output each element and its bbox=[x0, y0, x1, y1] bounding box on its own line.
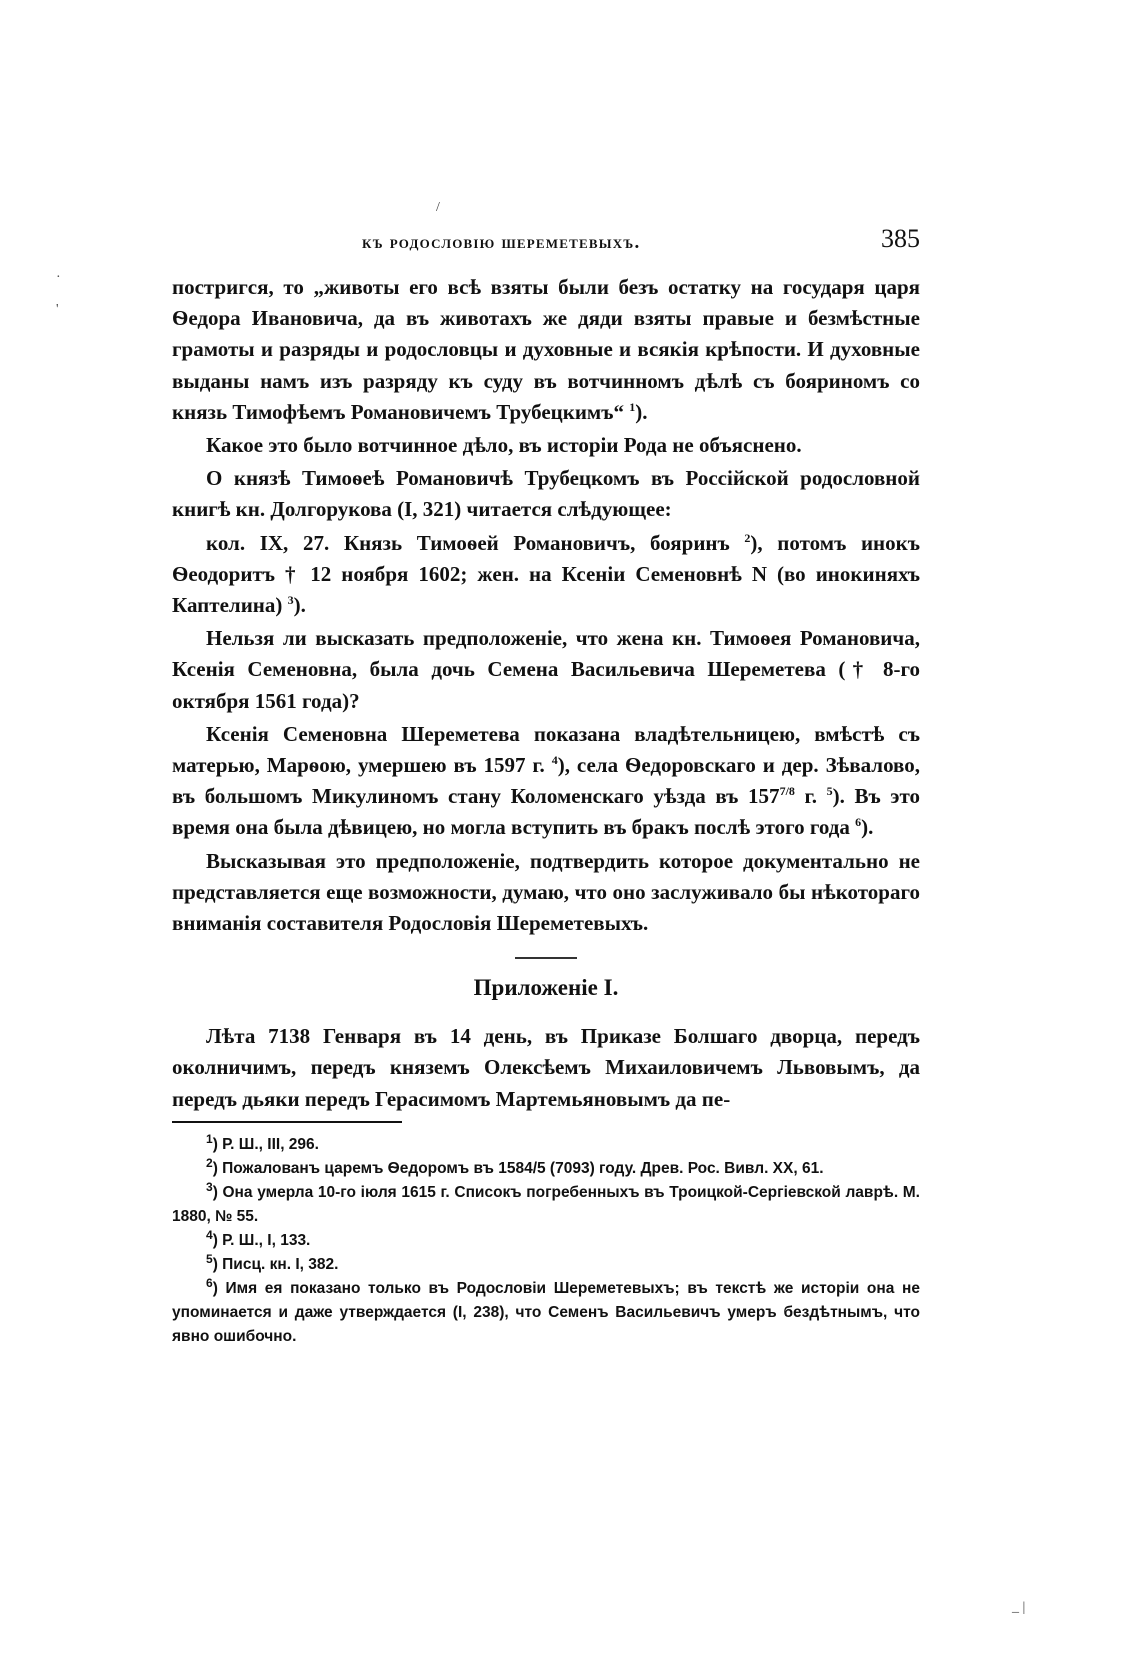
footnote: $^6$) Имя ея показано только въ Родословіи Шереметевыхъ; въ текстѣ же исторіи она не упоминается и даже утверждается (I, 238), что Семенъ Васильевичъ умеръ бездѣтнымъ, что явно ошибочно. bbox=[172, 1275, 920, 1345]
footnote-ref: 2 bbox=[744, 530, 751, 545]
footnotes bbox=[172, 1133, 920, 1349]
footnote: $^2$) Пожалованъ царемъ Ѳедоромъ въ 1584/5 (7093) году. Древ. Рос. Вивл. XX, 61. bbox=[206, 1155, 824, 1177]
footnote: $^5$) Писц. кн. I, 382. bbox=[206, 1251, 339, 1273]
appendix-text bbox=[172, 1021, 920, 1115]
footnote: $^3$) Она умерла 10-го іюля 1615 г. Списокъ погребенныхъ въ Троицкой-Сергіевской лаврѣ. М. 1880, № 55. bbox=[172, 1179, 920, 1225]
margin-mark: _ | bbox=[1012, 1600, 1026, 1615]
paragraph: Какое это было вотчинное дѣло, въ исторіи Рода не объяснено. bbox=[206, 433, 802, 458]
footnote: $^4$) Р. Ш., I, 133. bbox=[206, 1227, 311, 1249]
paragraph: Высказывая это предположеніе, подтвердить которое документально не представляется еще возможности, думаю, что оно заслуживало бы нѣкотораго вниманія составителя Родословія Шереметевыхъ. bbox=[172, 848, 920, 936]
footnote-ref: 1 bbox=[629, 399, 636, 414]
running-head: къ родословію шереметевыхъ. bbox=[362, 232, 641, 253]
footnote-ref: 5 bbox=[826, 784, 833, 799]
paragraph: постригся, то „животы его всѣ взяты были безъ остатку на государя царя Ѳедора Ивановича, да въ животахъ же дяди взяты правые и безмѣстные грамоты и разряды и родословцы и духовные и всякія крѣпости. И духовные выданы намъ изъ разряду къ суду въ вотчинномъ дѣлѣ съ бояриномъ со князь Тимофѣемъ Романовичемъ Трубецкимъ“ $^1$). bbox=[172, 275, 920, 424]
paragraph: Лѣта 7138 Генваря въ 14 день, въ Приказе Болшаго дворца, передъ околничимъ, передъ княземъ Олексѣемъ Михаиловичемъ Львовымъ, да передъ дьяки передъ Герасимомъ Мартемьяновымъ да пе- bbox=[172, 1024, 920, 1111]
paragraph: кол. IX, 27. Князь Тимоѳей Романовичъ, бояринъ $^2$), потомъ инокъ Ѳеодоритъ † 12 ноября 1602; жен. на Ксеніи Семеновнѣ N (во инокиняхъ Каптелина) $^3$). bbox=[172, 530, 921, 618]
footnote: $^1$) Р. Ш., III, 296. bbox=[206, 1131, 319, 1153]
page-header bbox=[172, 224, 920, 272]
body-text bbox=[172, 272, 920, 939]
footnote-ref: 3 bbox=[287, 593, 294, 608]
footnote-ref: 6 bbox=[855, 815, 862, 830]
margin-mark: ' bbox=[56, 302, 59, 317]
footnote-ref: 4 bbox=[551, 753, 558, 768]
footnote-rule bbox=[172, 1121, 402, 1123]
section-title: Приложеніе I. bbox=[473, 975, 619, 1001]
page bbox=[172, 224, 921, 1349]
fraction: 7/8 bbox=[779, 784, 795, 799]
section-divider bbox=[515, 957, 577, 959]
page-number: 385 bbox=[881, 224, 920, 253]
paragraph: Ксенія Семеновна Шереметева показана владѣтельницею, вмѣстѣ съ матерью, Марѳою, умершею въ 1597 г. $^4$), села Ѳедоровскаго и дер. Зѣвалово, въ большомъ Микулиномъ стану Коломенскаго уѣзда въ $157^{7/8}$ г. $^5$). Въ это время она была дѣвицею, но могла вступить въ бракъ послѣ этого года $^6$). bbox=[172, 721, 920, 840]
margin-mark: · bbox=[56, 270, 61, 285]
paragraph: О князѣ Тимоѳеѣ Романовичѣ Трубецкомъ въ Россійской родословной книгѣ кн. Долгорукова (I, 321) читается слѣдующее: bbox=[172, 466, 920, 522]
margin-mark: / bbox=[436, 200, 440, 215]
paragraph: Нельзя ли высказать предположеніе, что жена кн. Тимоѳея Романовича, Ксенія Семеновна, была дочь Семена Васильевича Шереметева († 8-го октября 1561 года)? bbox=[172, 626, 920, 713]
